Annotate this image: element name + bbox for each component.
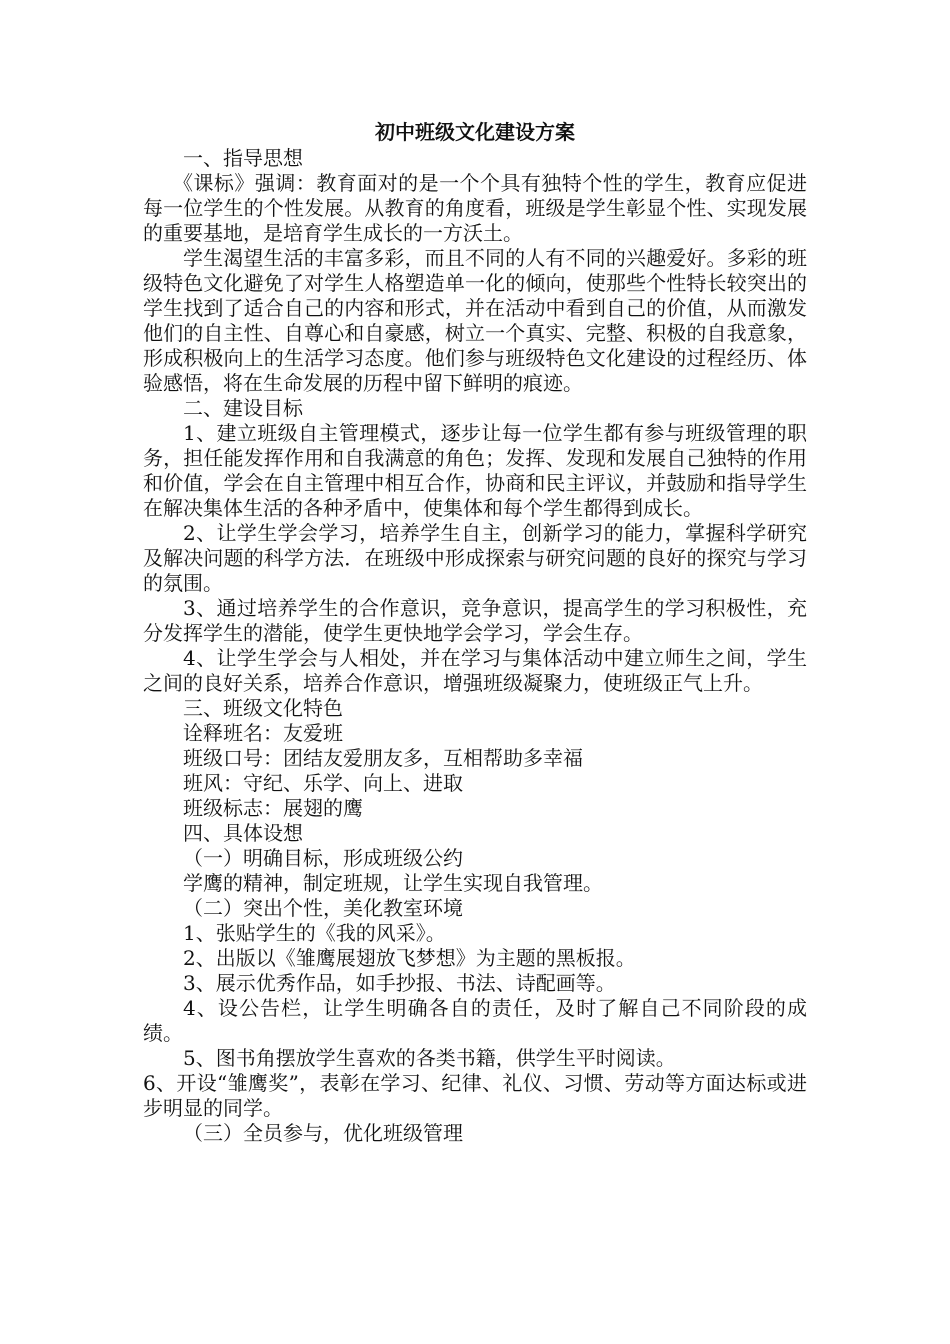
paragraph: 一、指导思想 — [183, 146, 303, 170]
paragraph: 二、建设目标 — [183, 396, 303, 420]
paragraph: （一）明确目标，形成班级公约 — [183, 846, 463, 870]
paragraph: 3、通过培养学生的合作意识，竞争意识，提高学生的学习积极性，充分发挥学生的潜能，使学生更快地学会学习，学会生存。 — [143, 596, 807, 645]
paragraph: 学生渴望生活的丰富多彩，而且不同的人有不同的兴趣爱好。多彩的班级特色文化避免了对学生人格塑造单一化的倾向，使那些个性特长较突出的学生找到了适合自己的内容和形式，并在活动中看到自己的价值，从而激发他们的自主性、自尊心和自豪感，树立一个真实、完整、积极的自我意象，形成积极向上的生活学习态度。他们参与班级特色文化建设的过程经历、体验感悟，将在生命发展的历程中留下鲜明的痕迹。 — [143, 246, 807, 395]
paragraph: 2、出版以《雏鹰展翅放飞梦想》为主题的黑板报。 — [183, 946, 636, 970]
paragraph: 6、开设“雏鹰奖”，表彰在学习、纪律、礼仪、习惯、劳动等方面达标或进步明显的同学。 — [143, 1071, 807, 1120]
paragraph: 4、设公告栏，让学生明确各自的责任，及时了解自己不同阶段的成绩。 — [143, 996, 807, 1045]
document-body — [143, 146, 807, 1146]
paragraph: 5、图书角摆放学生喜欢的各类书籍，供学生平时阅读。 — [183, 1046, 676, 1070]
paragraph: 4、让学生学会与人相处，并在学习与集体活动中建立师生之间，学生之间的良好关系，培养合作意识，增强班级凝聚力，使班级正气上升。 — [143, 646, 807, 695]
paragraph: 诠释班名：友爱班 — [183, 721, 343, 745]
paragraph: 四、具体设想 — [183, 821, 303, 845]
paragraph: 2、让学生学会学习，培养学生自主，创新学习的能力，掌握科学研究及解决问题的科学方法．在班级中形成探索与研究问题的良好的探究与学习的氛围。 — [143, 521, 807, 595]
paragraph: 3、展示优秀作品，如手抄报、书法、诗配画等。 — [183, 971, 616, 995]
paragraph: 学鹰的精神，制定班规，让学生实现自我管理。 — [183, 871, 603, 895]
paragraph: （三）全员参与，优化班级管理 — [183, 1121, 463, 1145]
paragraph: 三、班级文化特色 — [183, 696, 343, 720]
document-title: 初中班级文化建设方案 — [375, 120, 575, 144]
paragraph: （二）突出个性，美化教室环境 — [183, 896, 463, 920]
paragraph: 班级口号：团结友爱朋友多，互相帮助多幸福 — [183, 746, 583, 770]
paragraph: 《课标》强调：教育面对的是一个个具有独特个性的学生，教育应促进每一位学生的个性发展。从教育的角度看，班级是学生彰显个性、实现发展的重要基地，是培育学生成长的一方沃土。 — [143, 171, 807, 245]
paragraph: 1、建立班级自主管理模式，逐步让每一位学生都有参与班级管理的职务，担任能发挥作用和自我满意的角色；发挥、发现和发展自己独特的作用和价值，学会在自主管理中相互合作，协商和民主评议，并鼓励和指导学生在解决集体生活的各种矛盾中，使集体和每个学生都得到成长。 — [143, 421, 807, 520]
paragraph: 1、张贴学生的《我的风采》。 — [183, 921, 446, 945]
paragraph: 班级标志：展翅的鹰 — [183, 796, 363, 820]
paragraph: 班风：守纪、乐学、向上、进取 — [183, 771, 463, 795]
document-page — [143, 118, 807, 1146]
